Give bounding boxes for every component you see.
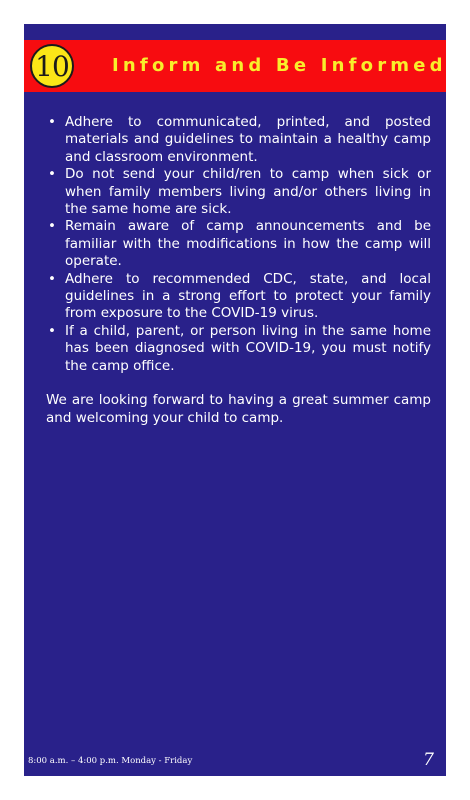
list-item-text: If a child, parent, or person living in the same home has been diagnosed with COVID-19, you must notify the camp office. [65, 322, 431, 374]
list-item-text: Remain aware of camp announcements and be familiar with the modifications in how the camp will operate. [65, 218, 431, 270]
bullet-icon: • [48, 166, 56, 183]
page-number: 7 [423, 750, 434, 770]
page-panel [24, 24, 446, 776]
list-item [46, 114, 431, 166]
list-item [46, 166, 431, 218]
content-body [46, 114, 431, 440]
bullet-icon: • [48, 218, 56, 235]
list-item-text: Do not send your child/ren to camp when sick or when family members living and/or others living in the same home are sick. [65, 166, 431, 218]
bullet-icon: • [48, 114, 56, 130]
list-item-text: Adhere to communicated, printed, and posted materials and guidelines to maintain a healthy camp and classroom environment. [65, 114, 431, 165]
header-band [24, 40, 446, 92]
section-title: Inform and Be Informed [112, 55, 447, 76]
bullet-icon: • [48, 322, 56, 339]
list-item [46, 323, 431, 375]
list-item-text: Adhere to recommended CDC, state, and local guidelines in a strong effort to protect your family from exposure to the COVID-19 virus. [65, 270, 431, 322]
list-item [46, 218, 431, 270]
closing-paragraph: We are looking forward to having a great summer camp and welcoming your child to camp. [46, 392, 431, 426]
guidelines-list [46, 114, 431, 375]
bullet-icon: • [48, 270, 56, 287]
footer-hours: 8:00 a.m. – 4:00 p.m. Monday - Friday [28, 756, 193, 766]
list-item [46, 271, 431, 323]
section-number-badge: 10 [30, 44, 74, 88]
